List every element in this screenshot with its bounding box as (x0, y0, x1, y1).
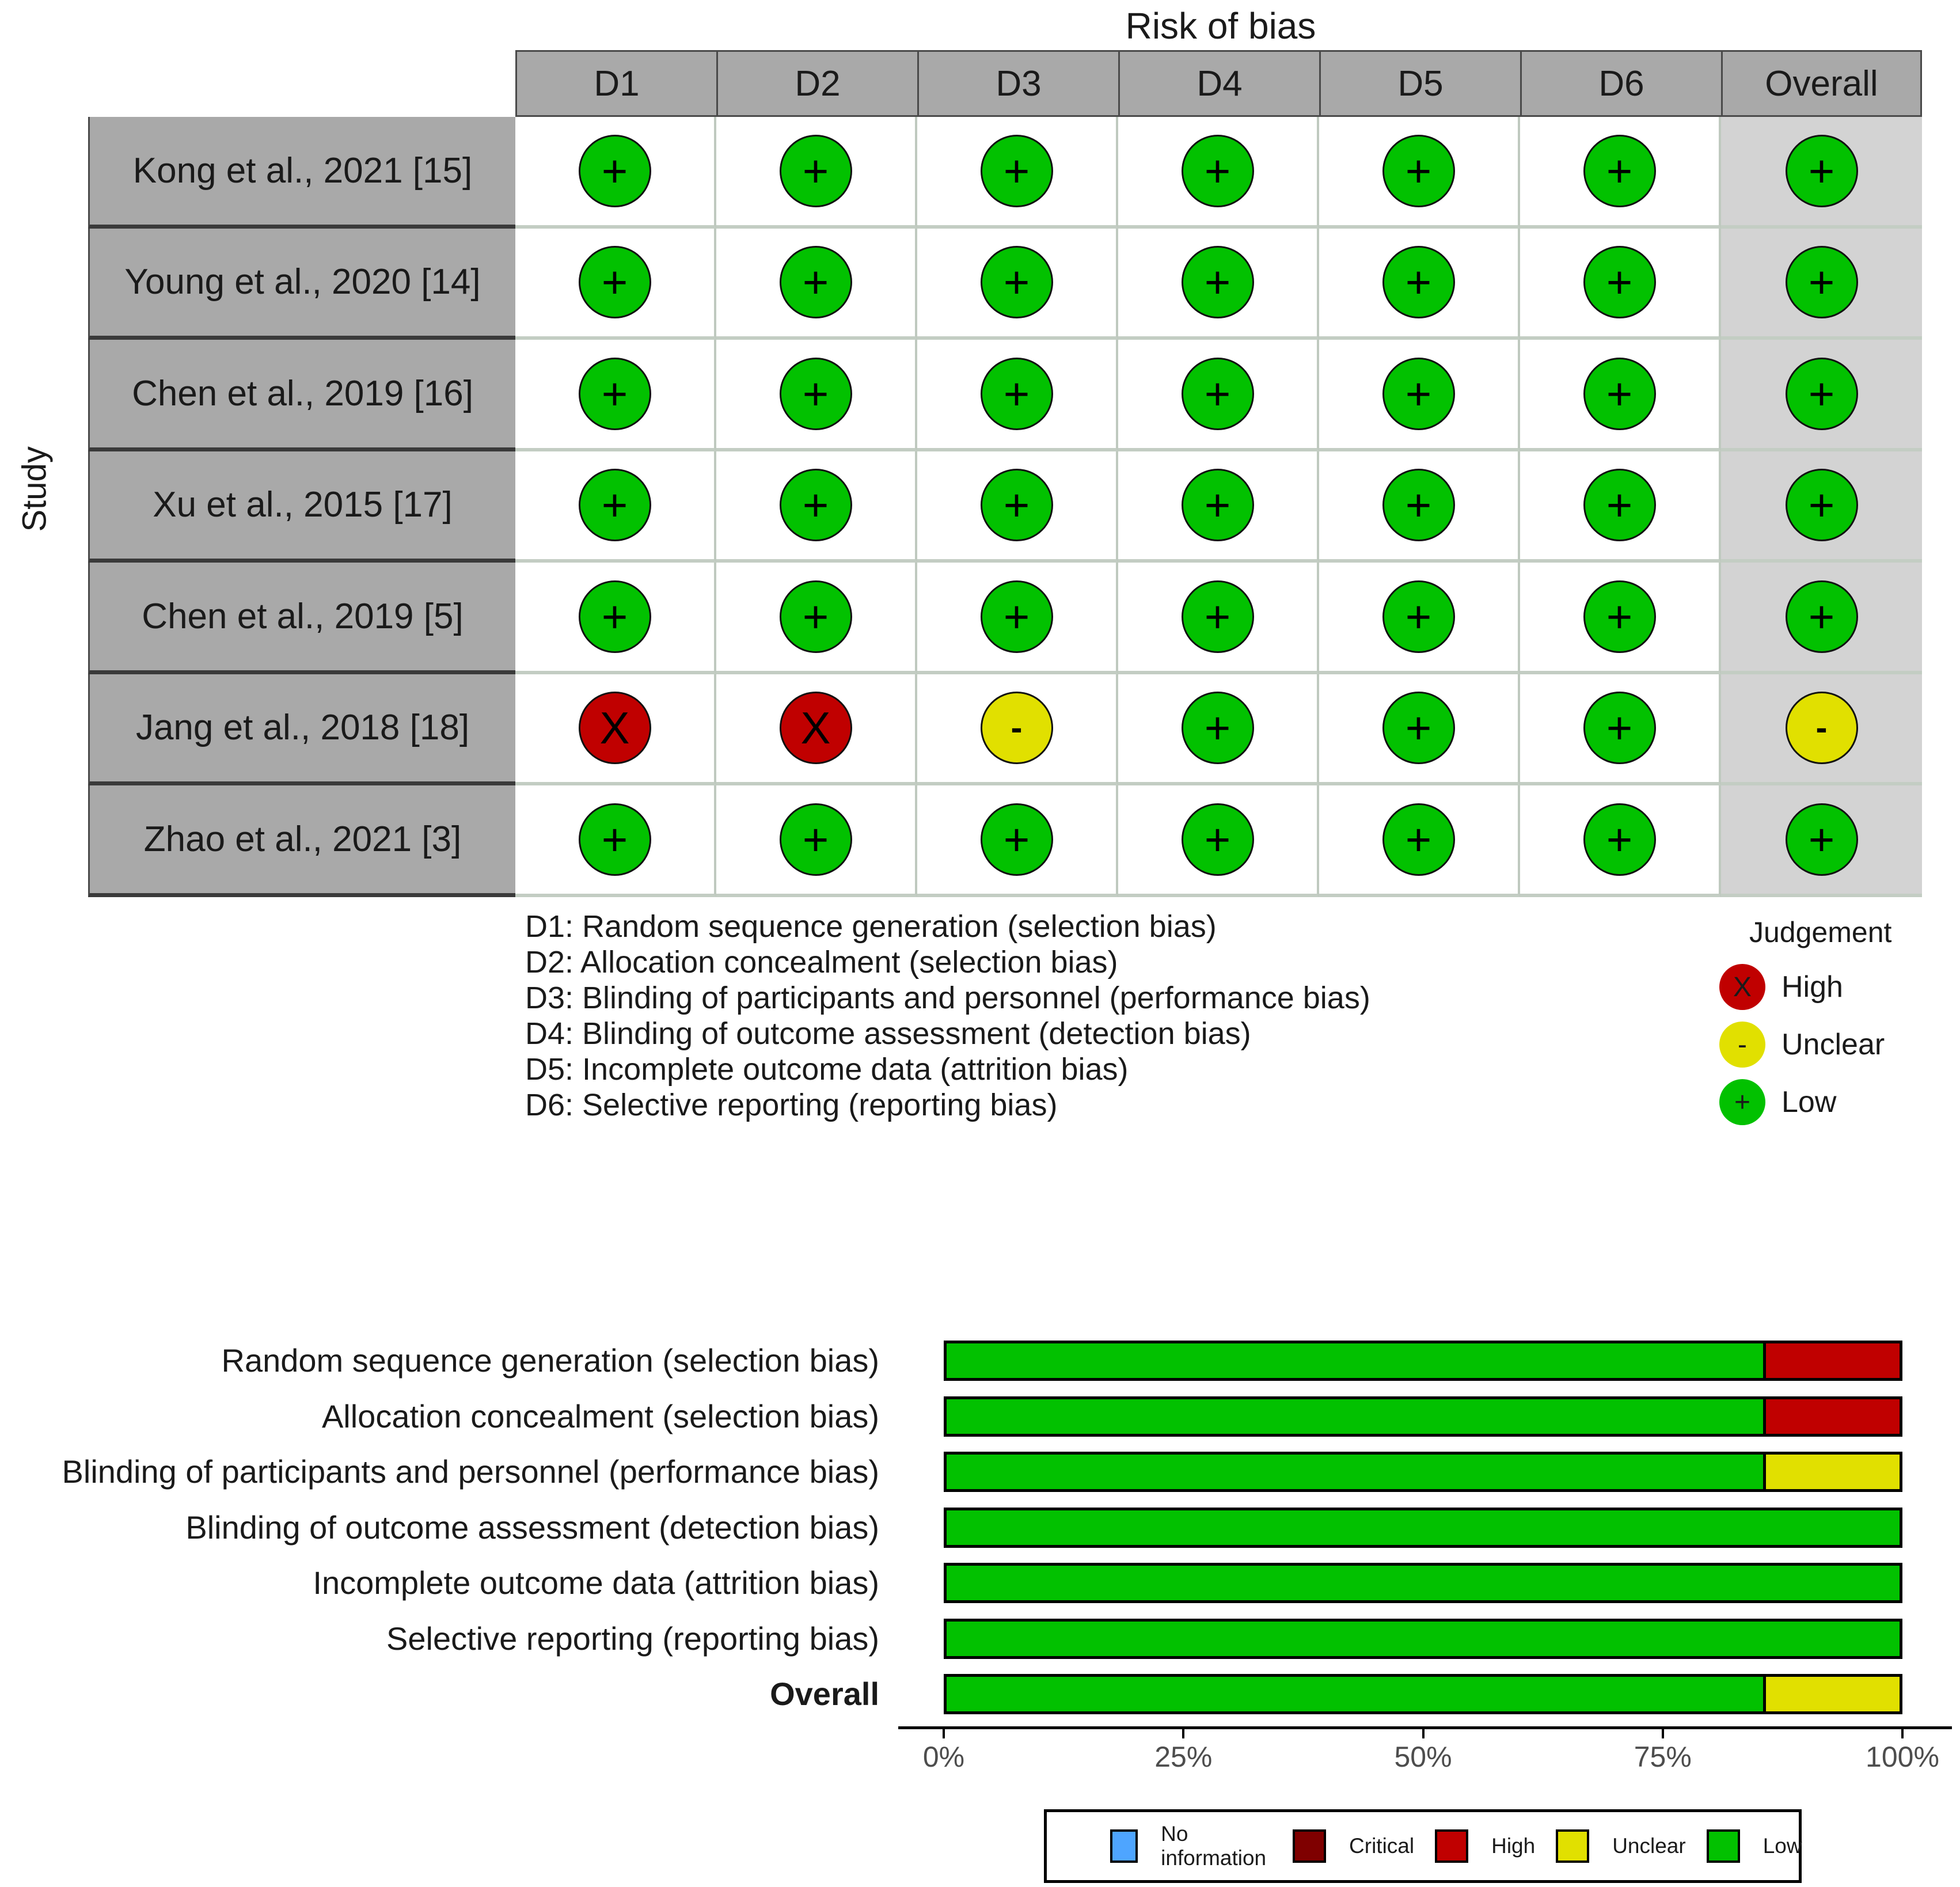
judgement-low-icon: + (981, 580, 1053, 653)
high-swatch-icon (1435, 1829, 1468, 1863)
stacked-bar (944, 1674, 1902, 1714)
x-axis-tick (943, 1729, 945, 1738)
no-information-swatch-icon (1110, 1829, 1138, 1863)
column-header-d6: D6 (1520, 50, 1723, 117)
study-label: Chen et al., 2019 [16] (88, 340, 515, 451)
bar-segment-low (947, 1455, 1763, 1489)
bar-legend (1044, 1809, 1802, 1883)
column-header-d1: D1 (515, 50, 718, 117)
judgement-cell (716, 563, 917, 674)
judgement-legend-label: High (1782, 970, 1843, 1004)
judgement-low-icon: + (1182, 246, 1254, 318)
column-header-overall: Overall (1721, 50, 1922, 117)
judgement-cell (716, 674, 917, 786)
judgement-low-icon: + (1182, 135, 1254, 207)
x-axis-tick-label: 100% (1866, 1741, 1939, 1773)
judgement-cell (1118, 340, 1319, 451)
column-header-d4: D4 (1118, 50, 1321, 117)
column-header-d3: D3 (917, 50, 1120, 117)
bar-segment-high (1763, 1343, 1900, 1378)
judgement-low-icon: + (1786, 135, 1858, 207)
judgement-legend-label: Low (1782, 1085, 1837, 1119)
judgement-low-icon: + (579, 803, 651, 876)
judgement-low-icon: + (1583, 803, 1656, 876)
judgement-cell (1520, 451, 1721, 563)
judgement-low-icon: + (981, 246, 1053, 318)
bar-legend-item (1435, 1829, 1535, 1863)
judgement-low-icon: + (1382, 803, 1455, 876)
domain-definition: D3: Blinding of participants and personnel (performance bias) (525, 981, 1370, 1015)
study-label: Zhao et al., 2021 [3] (88, 785, 515, 897)
judgement-legend-item (1719, 964, 1843, 1010)
judgement-legend-title: Judgement (1749, 916, 1892, 948)
judgement-cell (917, 674, 1118, 786)
judgement-low-icon: + (1786, 580, 1858, 653)
domain-definition: D4: Blinding of outcome assessment (detection bias) (525, 1016, 1251, 1051)
column-header-d2: D2 (716, 50, 919, 117)
judgement-cell (1118, 117, 1319, 229)
judgement-cell (917, 451, 1118, 563)
judgement-low-icon: + (780, 803, 852, 876)
judgement-low-icon: + (981, 358, 1053, 430)
judgement-low-icon: + (1182, 580, 1254, 653)
bar-legend-label: High (1491, 1834, 1536, 1858)
x-axis-tick (1182, 1729, 1184, 1738)
judgement-cell (1721, 340, 1922, 451)
bar-label: Overall (770, 1676, 879, 1712)
judgement-low-icon: + (1382, 358, 1455, 430)
domain-definition: D5: Incomplete outcome data (attrition bias) (525, 1052, 1129, 1087)
judgement-high-icon: X (579, 692, 651, 764)
judgement-cell (515, 451, 716, 563)
bar-label: Allocation concealment (selection bias) (321, 1398, 879, 1434)
judgement-cell (917, 117, 1118, 229)
judgement-cell (515, 563, 716, 674)
judgement-cell (1520, 785, 1721, 897)
judgement-low-icon: + (981, 135, 1053, 207)
judgement-cell (1118, 451, 1319, 563)
study-label: Chen et al., 2019 [5] (88, 563, 515, 674)
judgement-low-icon: + (1786, 246, 1858, 318)
domain-definition: D6: Selective reporting (reporting bias) (525, 1088, 1058, 1122)
bar-segment-low (947, 1343, 1763, 1378)
x-axis-tick-label: 0% (922, 1741, 965, 1773)
bar-segment-low (947, 1566, 1900, 1600)
x-axis-tick (1422, 1729, 1425, 1738)
judgement-cell (1520, 563, 1721, 674)
study-label: Jang et al., 2018 [18] (88, 674, 515, 786)
bar-legend-item (1707, 1829, 1802, 1863)
judgement-high-icon: X (780, 692, 852, 764)
judgement-low-icon: + (1182, 803, 1254, 876)
judgement-low-icon: + (780, 580, 852, 653)
judgement-cell (1721, 674, 1922, 786)
bar-legend-label: Critical (1349, 1834, 1415, 1858)
study-label: Xu et al., 2015 [17] (88, 451, 515, 563)
judgement-unclear-icon: - (1719, 1022, 1765, 1068)
judgement-low-icon: + (1182, 469, 1254, 541)
stacked-bar (944, 1508, 1902, 1548)
bar-legend-item (1110, 1822, 1272, 1870)
judgement-cell (515, 785, 716, 897)
chart-title: Risk of bias (1125, 5, 1316, 47)
bar-legend-label: No information (1161, 1822, 1267, 1870)
bar-label: Selective reporting (reporting bias) (386, 1620, 879, 1657)
judgement-cell (1319, 229, 1520, 340)
domain-definition: D1: Random sequence generation (selection bias) (525, 909, 1217, 944)
bar-segment-low (947, 1677, 1763, 1711)
bar-segment-unclear (1763, 1455, 1900, 1489)
bar-segment-unclear (1763, 1677, 1900, 1711)
judgement-cell (1721, 451, 1922, 563)
judgement-cell (515, 674, 716, 786)
bar-legend-item (1556, 1829, 1686, 1863)
stacked-bar (944, 1563, 1902, 1603)
x-axis-tick-label: 75% (1634, 1741, 1692, 1773)
stacked-bar (944, 1452, 1902, 1492)
bar-label: Incomplete outcome data (attrition bias) (313, 1565, 879, 1601)
judgement-cell (917, 563, 1118, 674)
judgement-cell (1319, 563, 1520, 674)
bar-segment-low (947, 1510, 1900, 1545)
judgement-cell (1520, 340, 1721, 451)
judgement-low-icon: + (1583, 692, 1656, 764)
bar-label: Blinding of participants and personnel (performance bias) (62, 1453, 879, 1490)
judgement-cell (917, 340, 1118, 451)
judgement-low-icon: + (1583, 358, 1656, 430)
x-axis-tick-label: 50% (1394, 1741, 1452, 1773)
judgement-cell (1520, 229, 1721, 340)
judgement-cell (716, 117, 917, 229)
judgement-low-icon: + (1382, 135, 1455, 207)
bar-legend-label: Low (1763, 1834, 1802, 1858)
judgement-cell (716, 451, 917, 563)
judgement-cell (515, 340, 716, 451)
judgement-legend-item (1719, 1079, 1836, 1125)
judgement-low-icon: + (1382, 246, 1455, 318)
judgement-low-icon: + (579, 469, 651, 541)
judgement-cell (515, 229, 716, 340)
judgement-cell (1319, 451, 1520, 563)
judgement-low-icon: + (1382, 469, 1455, 541)
judgement-cell (1721, 563, 1922, 674)
judgement-cell (716, 340, 917, 451)
judgement-low-icon: + (780, 135, 852, 207)
study-label: Young et al., 2020 [14] (88, 229, 515, 340)
judgement-low-icon: + (579, 246, 651, 318)
judgement-cell (1118, 229, 1319, 340)
judgement-cell (716, 785, 917, 897)
judgement-low-icon: + (1583, 135, 1656, 207)
judgement-low-icon: + (1719, 1079, 1765, 1125)
judgement-low-icon: + (780, 358, 852, 430)
judgement-high-icon: X (1719, 964, 1765, 1010)
domain-definition: D2: Allocation concealment (selection bias) (525, 945, 1118, 979)
judgement-cell (1118, 785, 1319, 897)
study-label: Kong et al., 2021 [15] (88, 117, 515, 229)
critical-swatch-icon (1293, 1829, 1326, 1863)
judgement-legend-item (1719, 1022, 1885, 1068)
column-header-d5: D5 (1319, 50, 1522, 117)
judgement-cell (1520, 674, 1721, 786)
judgement-legend-label: Unclear (1782, 1028, 1885, 1061)
judgement-cell (1319, 117, 1520, 229)
judgement-low-icon: + (1182, 692, 1254, 764)
judgement-low-icon: + (1786, 803, 1858, 876)
judgement-low-icon: + (1583, 246, 1656, 318)
judgement-unclear-icon: - (981, 692, 1053, 764)
judgement-cell (1721, 117, 1922, 229)
bar-segment-high (1763, 1399, 1900, 1434)
judgement-cell (917, 229, 1118, 340)
bar-legend-label: Unclear (1612, 1834, 1686, 1858)
judgement-low-icon: + (1382, 580, 1455, 653)
judgement-cell (716, 229, 917, 340)
judgement-cell (1118, 674, 1319, 786)
bar-legend-item (1293, 1829, 1414, 1863)
stacked-bar (944, 1341, 1902, 1381)
judgement-cell (1118, 563, 1319, 674)
bar-segment-low (947, 1399, 1763, 1434)
judgement-cell (515, 117, 716, 229)
judgement-cell (1721, 229, 1922, 340)
judgement-cell (1520, 117, 1721, 229)
x-axis-line (898, 1726, 1952, 1729)
judgement-low-icon: + (1786, 469, 1858, 541)
judgement-low-icon: + (579, 358, 651, 430)
judgement-low-icon: + (1583, 469, 1656, 541)
judgement-cell (1319, 674, 1520, 786)
y-axis-label: Study (16, 446, 54, 532)
judgement-unclear-icon: - (1786, 692, 1858, 764)
judgement-low-icon: + (981, 469, 1053, 541)
judgement-cell (1319, 340, 1520, 451)
low-swatch-icon (1707, 1829, 1740, 1863)
bar-label: Blinding of outcome assessment (detection bias) (185, 1509, 879, 1546)
unclear-swatch-icon (1556, 1829, 1589, 1863)
judgement-low-icon: + (780, 469, 852, 541)
judgement-cell (917, 785, 1118, 897)
judgement-cell (1721, 785, 1922, 897)
x-axis-tick (1901, 1729, 1904, 1738)
bar-label: Random sequence generation (selection bias) (221, 1342, 879, 1379)
judgement-low-icon: + (1182, 358, 1254, 430)
judgement-low-icon: + (1382, 692, 1455, 764)
judgement-low-icon: + (981, 803, 1053, 876)
judgement-low-icon: + (780, 246, 852, 318)
judgement-low-icon: + (1583, 580, 1656, 653)
judgement-low-icon: + (1786, 358, 1858, 430)
x-axis-tick-label: 25% (1154, 1741, 1213, 1773)
stacked-bar (944, 1619, 1902, 1659)
x-axis-tick (1662, 1729, 1664, 1738)
bar-segment-low (947, 1622, 1900, 1656)
stacked-bar (944, 1396, 1902, 1437)
domain-definitions (525, 909, 1370, 1123)
judgement-cell (1319, 785, 1520, 897)
judgement-low-icon: + (579, 135, 651, 207)
judgement-low-icon: + (579, 580, 651, 653)
